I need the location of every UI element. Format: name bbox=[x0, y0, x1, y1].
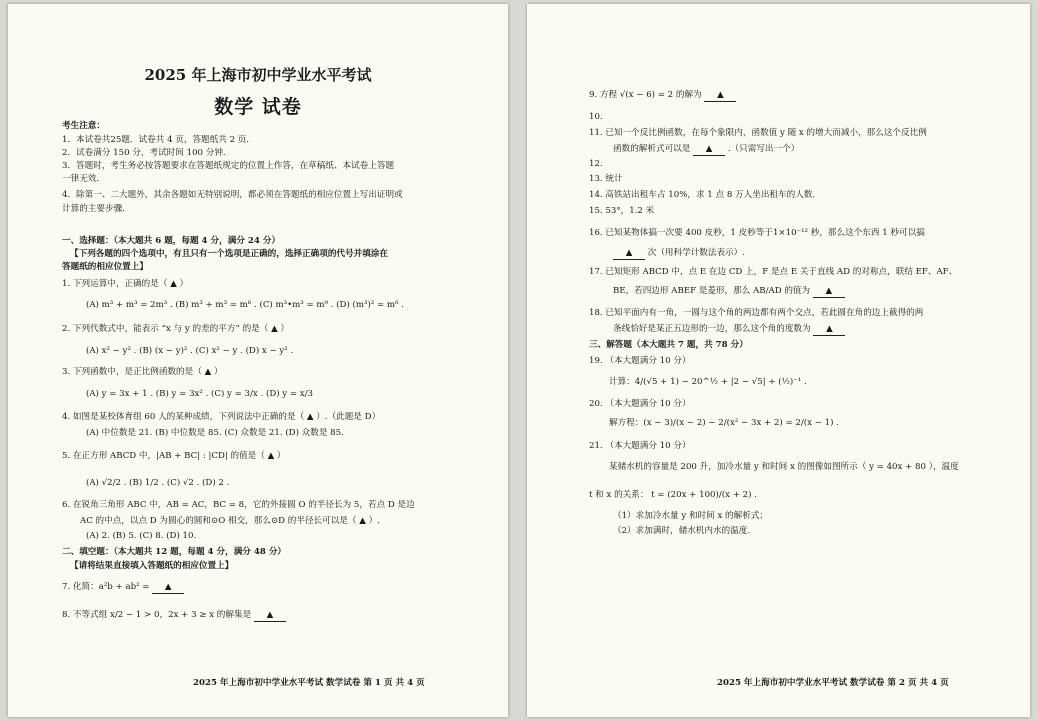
question-3: 3. 下列函数中，是正比例函数的是（ ▲ ） bbox=[62, 367, 223, 377]
question-7-text: 7. 化简：a²b + ab² = bbox=[62, 582, 150, 592]
notice-4: 4．除第一、二大题外，其余各题如无特别说明，都必须在答题纸的相应位置上写出证明或 bbox=[62, 190, 403, 200]
question-5: 5. 在正方形 ABCD 中，|AB + BC| : |CD| 的值是（ ▲ ） bbox=[62, 451, 286, 461]
question-6-cont: AC 的中点，以点 D 为圆心的圆和⊙O 相交，那么⊙D 的半径长可以是（ ▲ ）. bbox=[80, 516, 380, 526]
page-footer: 2025 年上海市初中学业水平考试 数学试卷 第 1 页 共 4 页 bbox=[193, 678, 425, 688]
answer-blank: ▲ bbox=[813, 324, 845, 336]
notice-heading: 考生注意： bbox=[62, 121, 105, 131]
question-21-text: 某储水机的容量是 200 升，加冷水量 y 和时间 x 的图像如图所示（ y = 40x + 80 ），温度 bbox=[609, 462, 959, 472]
question-21-relation: t 和 x 的关系： t = (20x + 100)/(x + 2) . bbox=[589, 490, 757, 500]
section-2-heading: 二、填空题：（本大题共 12 题，每题 4 分，满分 48 分） bbox=[62, 547, 287, 557]
question-17: 17. 已知矩形 ABCD 中，点 E 在边 CD 上，F 是点 E 关于直线 AD 的对称点，联结 EF、AF、 bbox=[589, 267, 958, 277]
answer-blank: ▲ bbox=[152, 582, 184, 594]
question-15: 15. 53°，1.2 米 bbox=[589, 206, 655, 216]
notice-2: 2．试卷满分 150 分，考试时间 100 分钟． bbox=[62, 148, 232, 158]
question-11: 11. 已知一个反比例函数，在每个象限内，函数值 y 随 x 的增大而减小，那么这个反比例 bbox=[589, 128, 927, 138]
question-18-text: 条线恰好是某正五边形的一边，那么这个角的度数为 bbox=[613, 324, 811, 334]
question-6: 6. 在锐角三角形 ABC 中，AB = AC，BC = 8，它的外接圆 O 的半径长为 5，若点 D 是边 bbox=[62, 500, 415, 510]
answer-blank: ▲ bbox=[693, 144, 725, 156]
notice-3: 3．答题时，考生务必按答题要求在答题纸规定的位置上作答，在草稿纸、本试卷上答题 bbox=[62, 161, 395, 171]
question-13: 13. 统计 bbox=[589, 174, 623, 184]
section-3-heading: 三、解答题（本大题共 7 题，共 78 分） bbox=[589, 340, 748, 350]
question-9 bbox=[589, 90, 736, 102]
exam-page-1 bbox=[8, 4, 508, 717]
question-1-options: (A) m³ + m³ = 2m³ . (B) m³ + m³ = m⁶ . (C) m³•m³ = m⁹ . (D) (m³)² = m⁶ . bbox=[86, 300, 404, 310]
question-2: 2. 下列代数式中，能表示 “x 与 y 的差的平方” 的是（ ▲ ） bbox=[62, 324, 290, 334]
question-17-cont bbox=[613, 286, 845, 298]
answer-blank: ▲ bbox=[813, 286, 845, 298]
answer-blank: ▲ bbox=[704, 90, 736, 102]
section-2-instruction: 【请将结果直接填入答题纸的相应位置上】 bbox=[70, 561, 234, 571]
question-8-text: 8. 不等式组 x/2 − 1 > 0，2x + 3 ≥ x 的解集是 bbox=[62, 610, 252, 620]
question-2-options: (A) x² − y² . (B) (x − y)² . (C) x² − y . (D) x − y² . bbox=[86, 346, 294, 356]
question-21-part-2: （2）求加满时，储水机内水的温度. bbox=[613, 526, 751, 536]
section-1-instruction-cont: 答题纸的相应位置上】 bbox=[62, 262, 148, 272]
question-1: 1. 下列运算中，正确的是（ ▲ ） bbox=[62, 279, 189, 289]
answer-blank: ▲ bbox=[254, 610, 286, 622]
question-18: 18. 已知平面内有一角，一圆与这个角的两边都有两个交点，若此圆在角的边上截得的两 bbox=[589, 308, 924, 318]
notice-1: 1．本试卷共25题．试卷共 4 页，答题纸共 2 页． bbox=[62, 135, 255, 145]
question-11-note: .（只需写出一个） bbox=[727, 144, 800, 154]
exam-title: 2025 年上海市初中学业水平考试 bbox=[144, 66, 372, 84]
question-17-text: BE，若四边形 ABEF 是菱形，那么 AB/AD 的值为 bbox=[613, 286, 811, 296]
exam-page-2 bbox=[527, 4, 1030, 717]
question-21-part-1: （1）求加冷水量 y 和时间 x 的解析式； bbox=[613, 511, 769, 521]
section-1-heading: 一、选择题：（本大题共 6 题，每题 4 分，满分 24 分） bbox=[62, 236, 281, 246]
question-19-expr: 计算：4/(√5 + 1) − 20^½ + |2 − √5| + (½)⁻¹ . bbox=[609, 377, 807, 387]
notice-3-cont: 一律无效． bbox=[62, 174, 105, 184]
question-7 bbox=[62, 582, 184, 594]
question-5-options: (A) √2/2 . (B) 1/2 . (C) √2 . (D) 2 . bbox=[86, 478, 230, 488]
question-16: 16. 已知某物体搞一次要 400 皮秒，1 皮秒等于1×10⁻¹² 秒，那么这个东西 1 秒可以搞 bbox=[589, 228, 925, 238]
exam-subtitle: 数学 试卷 bbox=[214, 96, 302, 118]
answer-blank: ▲ bbox=[613, 248, 645, 260]
question-9-text: 9. 方程 √(x − 6) = 2 的解为 bbox=[589, 90, 702, 100]
question-20-expr: 解方程：(x − 3)/(x − 2) − 2/(x² − 3x + 2) = 2/(x − 1) . bbox=[609, 418, 839, 428]
question-6-options: (A) 2. (B) 5. (C) 8. (D) 10. bbox=[86, 531, 197, 541]
question-4-options: (A) 中位数是 21. (B) 中位数是 85. (C) 众数是 21. (D) 众数是 85. bbox=[86, 428, 344, 438]
question-4: 4. 如图是某校体育组 60 人的某种成绩，下列说法中正确的是（ ▲ ）.（此题是 D） bbox=[62, 412, 381, 422]
page-footer: 2025 年上海市初中学业水平考试 数学试卷 第 2 页 共 4 页 bbox=[717, 678, 949, 688]
question-11-text: 函数的解析式可以是 bbox=[613, 144, 691, 154]
question-11-cont bbox=[613, 144, 799, 156]
question-21: 21. （本大题满分 10 分） bbox=[589, 441, 691, 451]
notice-4-cont: 计算的主要步骤． bbox=[62, 204, 131, 214]
question-20: 20. （本大题满分 10 分） bbox=[589, 399, 691, 409]
question-10: 10. bbox=[589, 112, 603, 122]
question-16-text: 次（用科学计数法表示）. bbox=[647, 248, 745, 258]
question-12: 12. bbox=[589, 159, 603, 169]
question-14: 14. 高铁站出租车占 10%，求 1 点 8 万人坐出租车的人数. bbox=[589, 190, 816, 200]
question-19: 19. （本大题满分 10 分） bbox=[589, 356, 691, 366]
question-8 bbox=[62, 610, 286, 622]
question-16-cont bbox=[613, 248, 745, 260]
question-3-options: (A) y = 3x + 1 . (B) y = 3x² . (C) y = 3/x . (D) y = x/3 bbox=[86, 389, 314, 399]
question-18-cont bbox=[613, 324, 845, 336]
section-1-instruction: 【下列各题的四个选项中，有且只有一个选项是正确的，选择正确项的代号并填涂在 bbox=[70, 249, 388, 259]
